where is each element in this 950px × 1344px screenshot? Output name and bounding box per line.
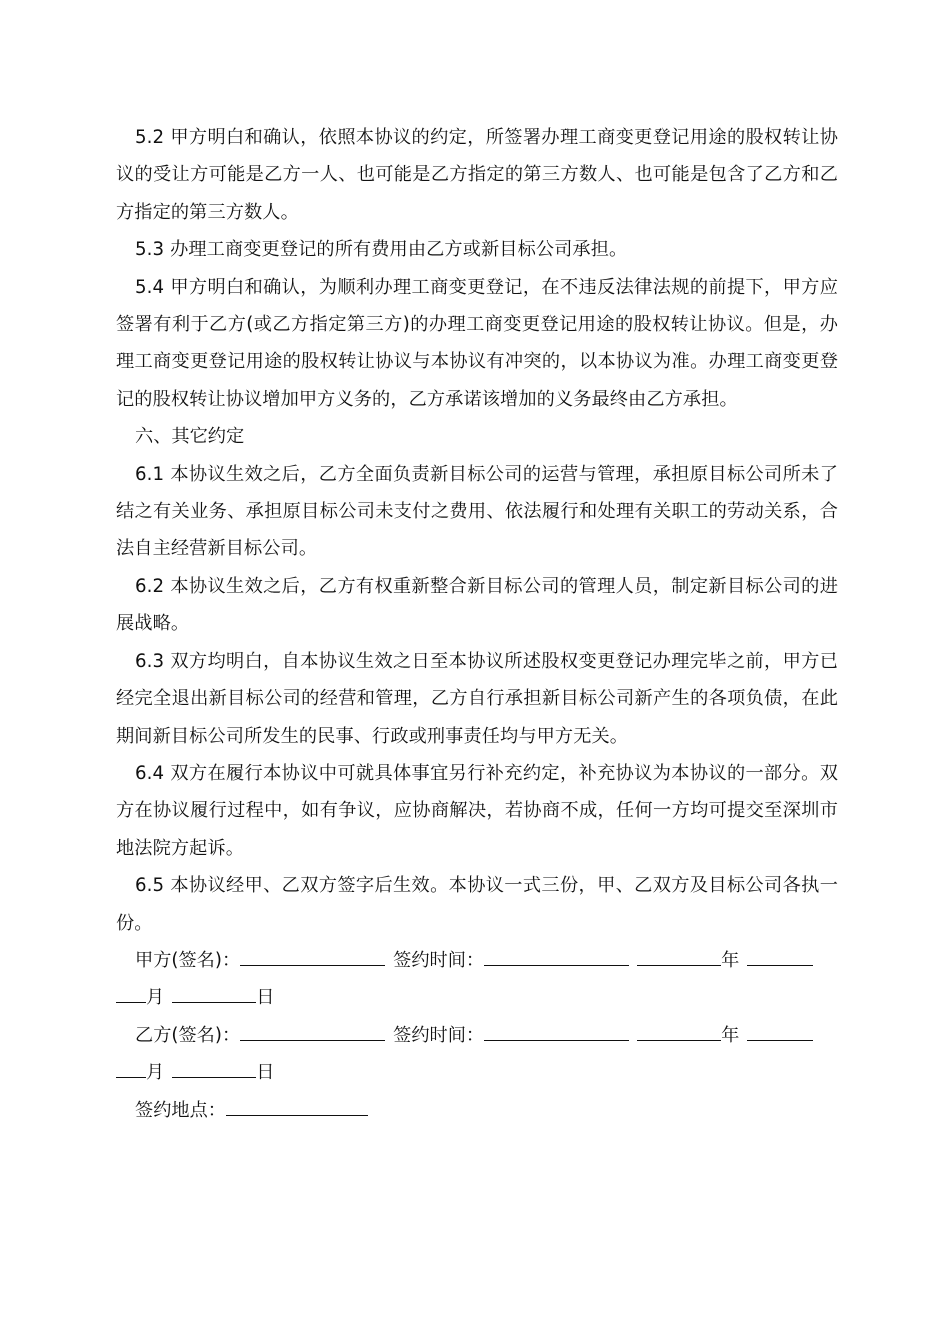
- clause-5-2: 5.2 甲方明白和确认，依照本协议的约定，所签署办理工商变更登记用途的股权转让协议的受让方可能是乙方一人、也可能是乙方指定的第三方数人、也可能是包含了乙方和乙方指定的第三方数人。: [116, 127, 838, 223]
- party-a-year-unit: 年: [721, 949, 740, 971]
- party-b-month-blank-end[interactable]: [116, 1059, 146, 1078]
- clause-6-3: 6.3 双方均明白，自本协议生效之日至本协议所述股权变更登记办理完毕之前，甲方已经完全退出新目标公司的经营和管理，乙方自行承担新目标公司新产生的各项负债，在此期间新目标公司所发生的民事、行政或刑事责任均与甲方无关。: [116, 650, 838, 747]
- party-a-signature-blank[interactable]: [240, 947, 385, 966]
- signing-place-line: [116, 1092, 838, 1129]
- party-a-month-blank-end[interactable]: [116, 984, 146, 1003]
- clause-6-2: 6.2 本协议生效之后，乙方有权重新整合新目标公司的管理人员，制定新目标公司的进展战略。: [116, 575, 838, 635]
- party-b-signature-blank[interactable]: [240, 1022, 385, 1041]
- party-a-month-blank-start[interactable]: [747, 947, 813, 966]
- party-b-date-line: [116, 1054, 838, 1091]
- party-b-label: 乙方(签名)：: [135, 1024, 241, 1046]
- party-a-year-blank[interactable]: [637, 947, 721, 966]
- party-b-day-blank[interactable]: [172, 1059, 256, 1078]
- clause-6-4: 6.4 双方在履行本协议中可就具体事宜另行补充约定，补充协议为本协议的一部分。双方在协议履行过程中，如有争议，应协商解决，若协商不成，任何一方均可提交至深圳市地法院方起诉。: [116, 762, 838, 859]
- party-b-month-blank-start[interactable]: [747, 1022, 813, 1041]
- signing-place-label: 签约地点：: [135, 1099, 226, 1121]
- clause-5-3: 5.3 办理工商变更登记的所有费用由乙方或新目标公司承担。: [135, 239, 628, 261]
- party-a-signature-line: [116, 942, 838, 979]
- clause-6-5: 6.5 本协议经甲、乙双方签字后生效。本协议一式三份，甲、乙双方及目标公司各执一份。: [116, 875, 838, 934]
- party-b-signature-line: [116, 1017, 838, 1054]
- party-a-date-blank[interactable]: [484, 947, 629, 966]
- party-a-day-blank[interactable]: [172, 984, 256, 1003]
- party-a-date-line: [116, 979, 838, 1016]
- party-a-label: 甲方(签名)：: [135, 949, 241, 971]
- party-b-month-unit: 月: [146, 1062, 165, 1084]
- party-b-year-blank[interactable]: [637, 1022, 721, 1041]
- party-b-date-blank[interactable]: [484, 1022, 629, 1041]
- party-b-date-label: 签约时间：: [393, 1024, 485, 1046]
- section-heading-other-terms: 六、其它约定: [135, 426, 245, 448]
- signing-place-blank[interactable]: [226, 1097, 368, 1116]
- clause-6-1: 6.1 本协议生效之后，乙方全面负责新目标公司的运营与管理，承担原目标公司所未了结之有关业务、承担原目标公司未支付之费用、依法履行和处理有关职工的劳动关系，合法自主经营新目标公司。: [116, 463, 838, 560]
- party-a-month-unit: 月: [146, 987, 165, 1009]
- party-a-date-label: 签约时间：: [393, 949, 485, 971]
- clause-5-4: 5.4 甲方明白和确认，为顺利办理工商变更登记，在不违反法律法规的前提下，甲方应签署有利于乙方(或乙方指定第三方)的办理工商变更登记用途的股权转让协议。但是，办理工商变更登记用途的股权转让协议与本协议有冲突的，以本协议为准。办理工商变更登记的股权转让协议增加甲方义务的，乙方承诺该增加的义务最终由乙方承担。: [116, 276, 838, 410]
- document-page: [116, 119, 838, 1129]
- party-a-day-unit: 日: [256, 987, 275, 1009]
- party-b-year-unit: 年: [721, 1024, 740, 1046]
- party-b-day-unit: 日: [256, 1062, 275, 1084]
